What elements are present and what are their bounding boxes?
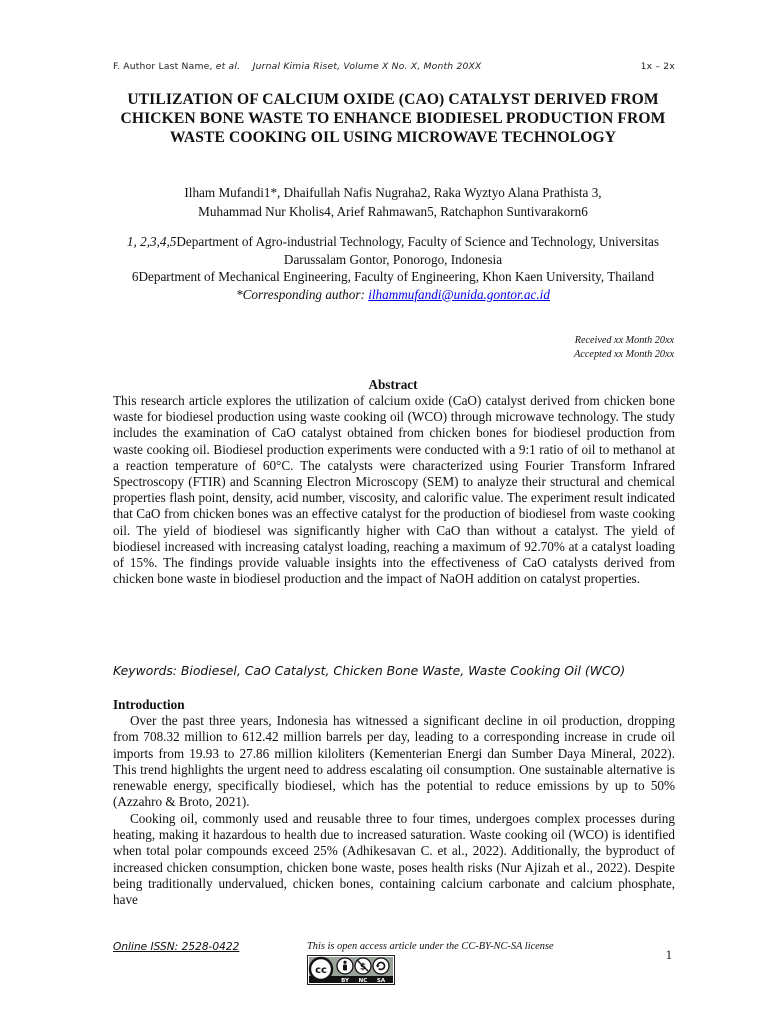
header-etal: et al. — [215, 61, 241, 72]
header-journal: Jurnal Kimia Riset, Volume X No. X, Month 20XX — [252, 61, 482, 72]
svg-text:cc: cc — [315, 965, 327, 976]
affiliation-1-text: Department of Agro-industrial Technology, Faculty of Science and Technology, Universitas Darussalam Gontor, Ponorogo, Indonesia — [176, 234, 660, 267]
introduction-heading: Introduction — [113, 697, 185, 712]
by-icon — [337, 958, 353, 974]
accepted-date: Accepted xx Month 20xx — [574, 348, 674, 360]
corresponding-author — [110, 286, 676, 304]
author-list — [110, 183, 676, 221]
running-header — [113, 61, 675, 72]
page-number: 1 — [665, 948, 672, 962]
cc-label-nc: NC — [358, 978, 368, 984]
affiliation-2: 6Department of Mechanical Engineering, Faculty of Engineering, Khon Kaen University, Thailand — [131, 269, 655, 284]
cc-icon — [310, 958, 332, 980]
nc-icon — [355, 958, 371, 974]
corresponding-email-link[interactable]: ilhammufandi@unida.gontor.ac.id — [368, 286, 550, 302]
license-text: This is open access article under the CC-BY-NC-SA license — [307, 941, 554, 952]
sa-icon — [373, 958, 389, 974]
corresponding-label: *Corresponding author: — [236, 286, 369, 302]
abstract-heading: Abstract — [368, 377, 418, 392]
cc-label-by: BY — [341, 978, 349, 984]
introduction-body — [113, 713, 675, 909]
affiliations — [110, 233, 676, 303]
svg-text:$: $ — [359, 962, 367, 973]
author-line-1: Ilham Mufandi1*, Dhaifullah Nafis Nugraha2, Raka Wyztyo Alana Prathista 3, — [184, 185, 602, 200]
header-pages: 1x – 2x — [640, 61, 675, 72]
header-author: F. Author Last Name, — [113, 61, 216, 72]
keywords: Keywords: Biodiesel, CaO Catalyst, Chicken Bone Waste, Waste Cooking Oil (WCO) — [113, 663, 626, 678]
article-dates — [574, 334, 674, 361]
introduction-paragraph-1: Over the past three years, Indonesia has witnessed a significant decline in oil production, dropping from 708.32 million to 612.42 million barrels per day, leading to a corresponding increase in crude oil imports from 19.93 to 27.86 million kiloliters (Kementerian Energi dan Sumber Daya Mineral, 2022). This trend highlights the urgent need to address escalating oil consumption. One sustainable alternative is renewable energy, specifically biodiesel, which has the potential to reduce emissions by up to 50% (Azzahro & Broto, 2021). — [113, 713, 675, 810]
affiliation-1 — [110, 233, 676, 268]
received-date: Received xx Month 20xx — [574, 335, 674, 346]
affiliation-1-numbers: 1, 2,3,4,5 — [126, 234, 177, 249]
online-issn: Online ISSN: 2528-0422 — [113, 941, 240, 953]
cc-label-sa: SA — [376, 978, 386, 984]
paper-title: UTILIZATION OF CALCIUM OXIDE (CAO) CATALYST DERIVED FROM CHICKEN BONE WASTE TO ENHANCE BIODIESEL PRODUCTION FROM WASTE COOKING OIL USING MICROWAVE TECHNOLOGY — [120, 91, 666, 147]
abstract-text: This research article explores the utilization of calcium oxide (CaO) catalyst derived from chicken bone waste for biodiesel production using waste cooking oil (WCO) through microwave technology. The study includes the examination of CaO catalyst obtained from chicken bones for biodiesel production from waste cooking oil. Biodiesel production experiments were conducted with a 9:1 ratio of oil to methanol at a reaction temperature of 60°C. The catalysts were characterized using Fourier Transform Infrared Spectroscopy (FTIR) and Scanning Electron Microscopy (SEM) to analyze their structural and chemical properties flash point, density, acid number, viscosity, and calorific value. The experiment result indicated that CaO from chicken bones was an effective catalyst for the production of biodiesel from waste cooking oil. The yield of biodiesel was significantly higher with CaO than without a catalyst. The yield of biodiesel increased with increasing catalyst loading, reaching a maximum of 92.70% at a catalyst loading of 15%. The findings provide valuable insights into the effectiveness of CaO catalysts derived from chicken bone waste in biodiesel production and the impact of NaOH addition on catalyst properties. — [113, 393, 675, 587]
author-line-2: Muhammad Nur Kholis4, Arief Rahmawan5, Ratchaphon Suntivarakorn6 — [198, 204, 588, 219]
cc-by-nc-sa-badge — [307, 955, 395, 985]
introduction-paragraph-2: Cooking oil, commonly used and reusable three to four times, undergoes complex processes during heating, making it hazardous to health due to increased saturation. Waste cooking oil (WCO) is identified when total polar compounds exceed 25% (Adhikesavan C. et al., 2022). Additionally, the byproduct of increased chicken consumption, chicken bone waste, poses health risks (Nur Ajizah et al., 2022). Despite being traditionally undervalued, chicken bones, containing calcium carbonate and calcium phosphate, have — [113, 810, 675, 908]
